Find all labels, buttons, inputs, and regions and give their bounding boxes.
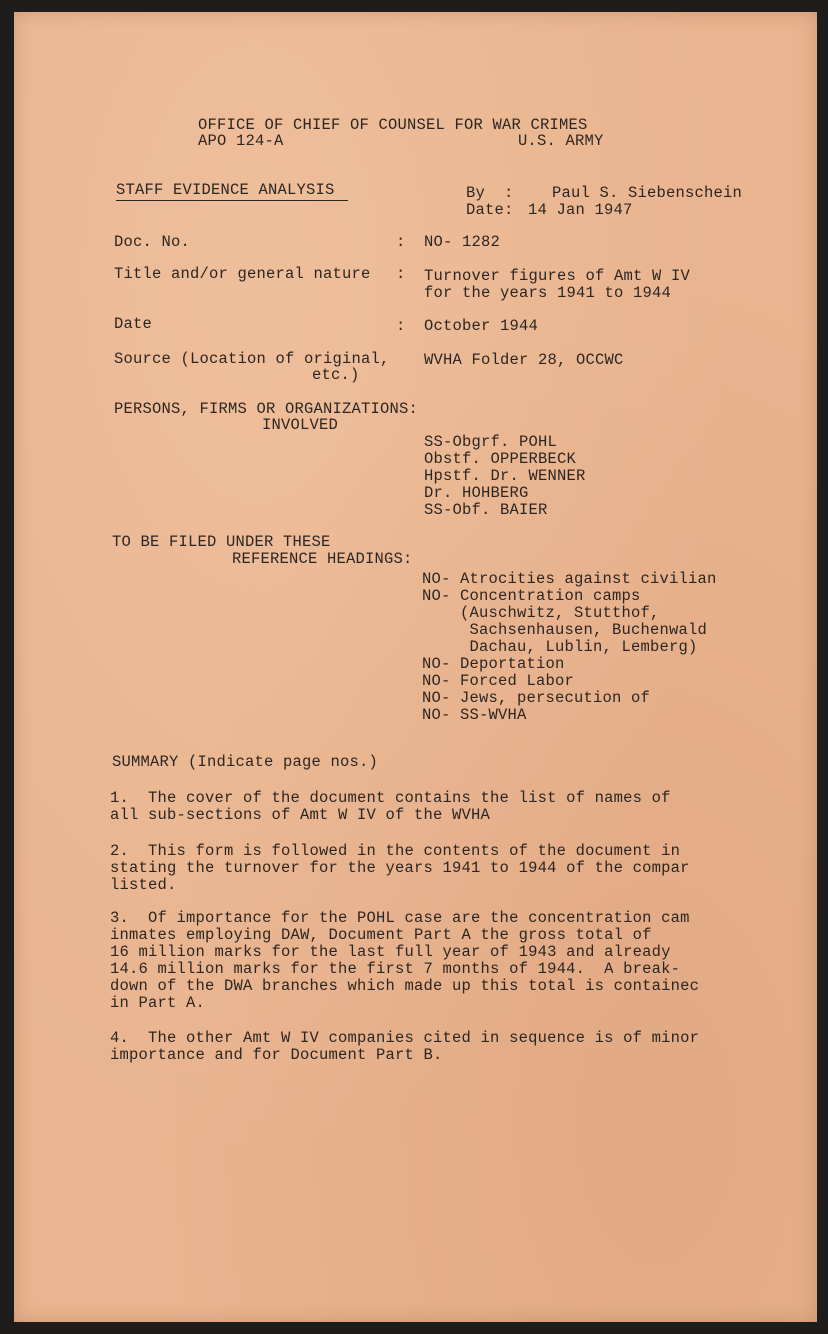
summary-paragraph-3: 14.6 million marks for the first 7 months of 1944. A break- (110, 960, 681, 978)
doc-no-colon: : (396, 233, 406, 251)
summary-paragraph-3: 3. Of importance for the POHL case are the concentration cam (110, 909, 690, 927)
date-value: October 1944 (424, 317, 539, 335)
summary-paragraph-2: 2. This form is followed in the contents of the document in (110, 842, 681, 860)
title-label: Title and/or general nature (114, 265, 371, 283)
doc-no-value: NO- 1282 (424, 233, 501, 251)
source-value: WVHA Folder 28, OCCWC (424, 351, 624, 369)
person-name: Obstf. OPPERBECK (424, 450, 577, 468)
summary-label: SUMMARY (Indicate page nos.) (112, 753, 379, 771)
summary-paragraph-4: 4. The other Amt W IV companies cited in sequence is of minor (110, 1029, 700, 1047)
staff-evidence-analysis-title: STAFF EVIDENCE ANALYSIS (116, 181, 335, 199)
doc-no-label: Doc. No. (114, 233, 191, 251)
reference-heading: NO- Forced Labor (422, 672, 575, 690)
summary-paragraph-2: stating the turnover for the years 1941 to 1944 of the compar (110, 859, 690, 877)
document-page (14, 12, 817, 1322)
summary-paragraph-3: inmates employing DAW, Document Part A the gross total of (110, 926, 652, 944)
reference-heading: NO- SS-WVHA (422, 706, 527, 724)
by-value: Paul S. Siebenschein (552, 184, 743, 202)
summary-paragraph-3: down of the DWA branches which made up this total is containec (110, 977, 700, 995)
persons-label-line-2: INVOLVED (262, 416, 339, 434)
summary-paragraph-1: all sub-sections of Amt W IV of the WVHA (110, 806, 491, 824)
reference-heading: Dachau, Lublin, Lemberg) (422, 638, 698, 656)
title-colon: : (396, 265, 406, 283)
apo-number: APO 124-A (198, 132, 284, 150)
headings-label-line-2: REFERENCE HEADINGS: (232, 550, 413, 568)
date-label: Date (114, 315, 153, 333)
reference-heading: Sachsenhausen, Buchenwald (422, 621, 708, 639)
source-label-line-2: etc.) (312, 366, 360, 384)
source-label-line-1: Source (Location of original, (114, 350, 390, 368)
persons-label-line-1: PERSONS, FIRMS OR ORGANIZATIONS: (114, 400, 419, 418)
summary-paragraph-3: 16 million marks for the last full year of 1943 and already (110, 943, 671, 961)
summary-paragraph-1: 1. The cover of the document contains the list of names of (110, 789, 671, 807)
office-heading: OFFICE OF CHIEF OF COUNSEL FOR WAR CRIMES (198, 116, 588, 134)
reference-heading: NO- Concentration camps (422, 587, 641, 605)
reference-heading: NO- Deportation (422, 655, 565, 673)
reference-heading: NO- Jews, persecution of (422, 689, 651, 707)
title-value-line-1: Turnover figures of Amt W IV (424, 267, 691, 285)
summary-paragraph-4: importance and for Document Part B. (110, 1046, 443, 1064)
title-underline (116, 200, 348, 201)
person-name: SS-Obf. BAIER (424, 501, 548, 519)
person-name: SS-Obgrf. POHL (424, 433, 558, 451)
by-label: By : (466, 184, 514, 202)
date-colon: : (396, 317, 406, 335)
summary-paragraph-3: in Part A. (110, 994, 206, 1012)
analysis-date-label: Date: (466, 201, 514, 219)
title-value-line-2: for the years 1941 to 1944 (424, 284, 672, 302)
summary-paragraph-2: listed. (110, 876, 177, 894)
person-name: Dr. HOHBERG (424, 484, 529, 502)
headings-label-line-1: TO BE FILED UNDER THESE (112, 533, 331, 551)
analysis-date-value: 14 Jan 1947 (528, 201, 633, 219)
person-name: Hpstf. Dr. WENNER (424, 467, 586, 485)
reference-heading: NO- Atrocities against civilian (422, 570, 717, 588)
army-label: U.S. ARMY (518, 132, 604, 150)
reference-heading: (Auschwitz, Stutthof, (422, 604, 660, 622)
